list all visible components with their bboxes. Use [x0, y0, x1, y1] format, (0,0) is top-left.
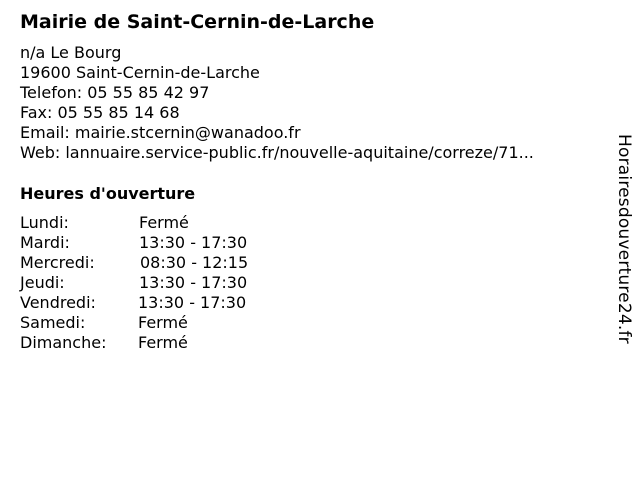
page-title: Mairie de Saint-Cernin-de-Larche: [20, 11, 375, 33]
site-watermark: Horairesdouverture24.fr: [614, 134, 634, 344]
day-label: Mercredi:: [20, 253, 95, 272]
fax-line: Fax: 05 55 85 14 68: [20, 103, 180, 122]
day-label: Samedi:: [20, 313, 86, 332]
day-hours: 13:30 - 17:30: [138, 293, 247, 312]
email-line: Email: mairie.stcernin@wanadoo.fr: [20, 123, 301, 142]
day-hours: Fermé: [138, 313, 188, 332]
day-label: Jeudi:: [20, 273, 65, 292]
address-line-1: n/a Le Bourg: [20, 43, 122, 62]
day-hours: 13:30 - 17:30: [139, 273, 248, 292]
day-label: Dimanche:: [20, 333, 107, 352]
website-line: Web: lannuaire.service-public.fr/nouvelle-aquitaine/correze/71...: [20, 143, 534, 162]
day-hours: Fermé: [138, 333, 188, 352]
day-hours: Fermé: [139, 213, 189, 232]
opening-hours-heading: Heures d'ouverture: [20, 184, 196, 203]
day-hours: 13:30 - 17:30: [139, 233, 248, 252]
phone-line: Telefon: 05 55 85 42 97: [20, 83, 210, 102]
address-line-2: 19600 Saint-Cernin-de-Larche: [20, 63, 260, 82]
day-label: Lundi:: [20, 213, 69, 232]
day-label: Vendredi:: [20, 293, 96, 312]
day-label: Mardi:: [20, 233, 70, 252]
day-hours: 08:30 - 12:15: [140, 253, 249, 272]
contact-block: [20, 43, 534, 163]
